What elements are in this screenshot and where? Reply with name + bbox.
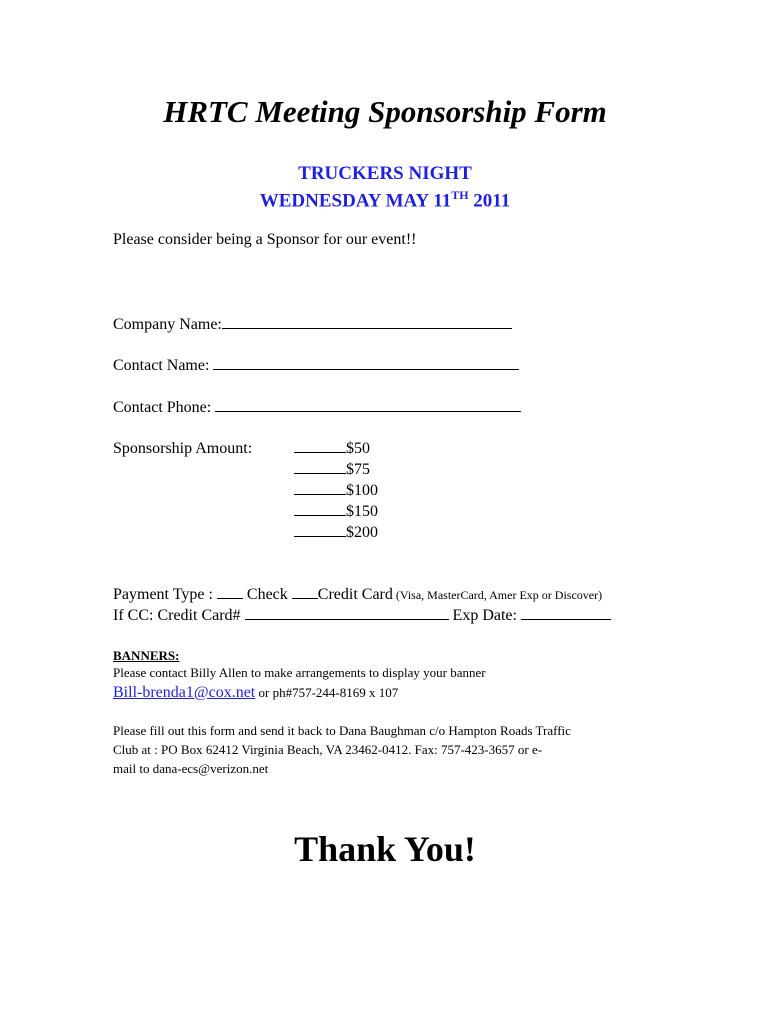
amount-blank[interactable] — [294, 535, 346, 537]
amount-value: $75 — [346, 461, 370, 478]
event-date — [0, 188, 770, 212]
event-date-prefix: WEDNESDAY MAY 11 — [259, 190, 452, 212]
exp-date-label: Exp Date: — [448, 607, 521, 624]
banners-text: Please contact Billy Allen to make arrangements to display your banner — [113, 665, 486, 680]
company-name-field[interactable] — [222, 327, 512, 329]
contact-name-row — [113, 357, 519, 375]
amount-value: $150 — [346, 503, 378, 520]
thank-you-heading: Thank You! — [294, 829, 476, 869]
amount-option-150[interactable] — [294, 503, 378, 521]
event-date-ordinal: TH — [451, 188, 469, 202]
footer-line-1: Please fill out this form and send it back to Dana Baughman c/o Hampton Roads Traffic — [113, 723, 571, 738]
contact-phone-field[interactable] — [215, 410, 521, 412]
company-name-row — [113, 316, 512, 334]
amount-blank[interactable] — [294, 493, 346, 495]
contact-phone-row — [113, 399, 521, 417]
payment-type-row — [113, 586, 602, 604]
form-title: HRTC Meeting Sponsorship Form — [163, 94, 607, 129]
intro-text: Please consider being a Sponsor for our event!! — [113, 231, 417, 248]
contact-phone-label: Contact Phone: — [113, 399, 216, 416]
amount-blank[interactable] — [294, 472, 346, 474]
amount-option-75[interactable] — [294, 461, 370, 479]
amount-blank[interactable] — [294, 514, 346, 516]
exp-date-field[interactable] — [521, 618, 611, 620]
check-blank[interactable] — [217, 597, 243, 599]
footer-line-3: mail to dana-ecs@verizon.net — [113, 761, 269, 776]
credit-card-note: (Visa, MasterCard, Amer Exp or Discover) — [392, 588, 603, 602]
footer-line-2: Club at : PO Box 62412 Virginia Beach, VA 23462-0412. Fax: 757-423-3657 or e- — [113, 742, 543, 757]
event-name: TRUCKERS NIGHT — [298, 163, 472, 184]
credit-card-label: Credit Card — [317, 586, 393, 603]
amount-value: $200 — [346, 524, 378, 541]
banners-email-link[interactable]: Bill-brenda1@cox.net — [113, 684, 256, 701]
sponsorship-amount-label: Sponsorship Amount: — [113, 440, 253, 457]
banners-heading: BANNERS: — [113, 648, 180, 663]
contact-name-label: Contact Name: — [113, 357, 214, 374]
credit-card-number-label: If CC: Credit Card# — [113, 607, 245, 624]
amount-value: $100 — [346, 482, 378, 499]
amount-blank[interactable] — [294, 451, 346, 453]
amount-value: $50 — [346, 440, 370, 457]
contact-name-field[interactable] — [213, 368, 519, 370]
company-name-label: Company Name: — [113, 316, 222, 333]
credit-card-blank[interactable] — [292, 597, 318, 599]
check-label: Check — [242, 586, 292, 603]
amount-option-50[interactable] — [294, 440, 370, 458]
banners-phone: or ph#757-244-8169 x 107 — [255, 685, 399, 700]
payment-type-label: Payment Type : — [113, 586, 217, 603]
amount-option-200[interactable] — [294, 524, 378, 542]
amount-option-100[interactable] — [294, 482, 378, 500]
banners-contact-row — [113, 684, 398, 702]
event-date-year: 2011 — [468, 190, 511, 212]
credit-card-row — [113, 607, 611, 625]
credit-card-number-field[interactable] — [245, 618, 449, 620]
